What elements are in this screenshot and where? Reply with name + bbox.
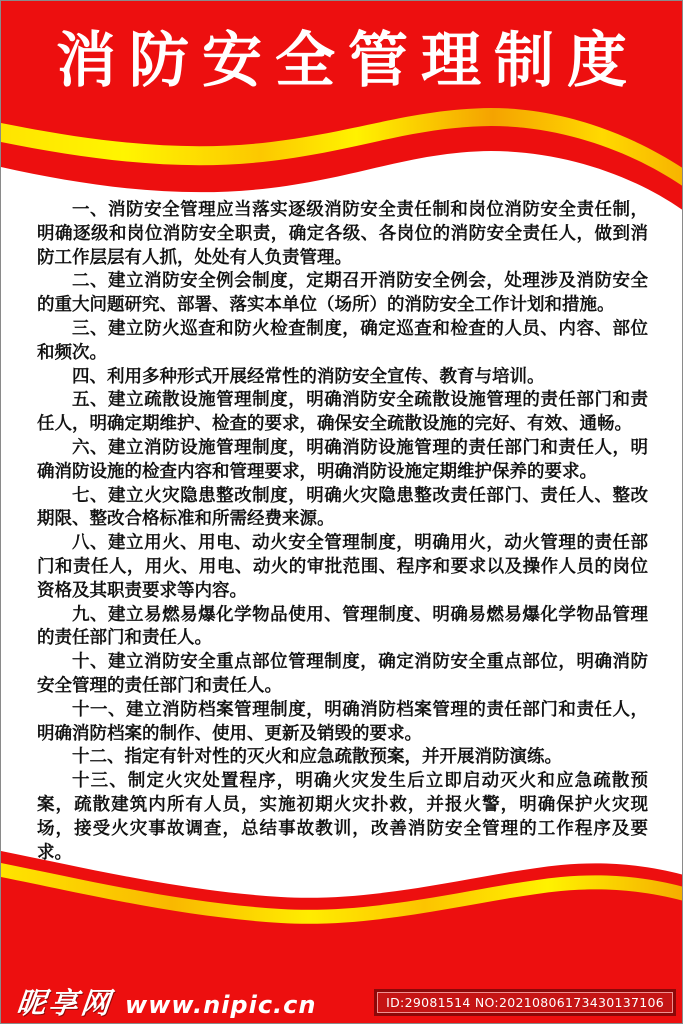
policy-paragraph: 九、建立易燃易爆化学物品使用、管理制度、明确易燃易爆化学物品管理的责任部门和责任人。 bbox=[37, 604, 648, 649]
policy-paragraph: 七、建立火灾隐患整改制度，明确火灾隐患整改责任部门、责任人、整改期限、整改合格标准和所需经费来源。 bbox=[37, 485, 648, 530]
watermark-brand-bar bbox=[17, 981, 317, 1022]
policy-paragraph: 十一、建立消防档案管理制度，明确消防档案管理的责任部门和责任人，明确消防档案的制作、使用、更新及销毁的要求。 bbox=[37, 699, 648, 744]
page-title: 消防安全管理制度 bbox=[56, 26, 640, 96]
policy-paragraph: 五、建立疏散设施管理制度，明确消防安全疏散设施管理的责任部门和责任人，明确定期维护、检查的要求，确保安全疏散设施的完好、有效、通畅。 bbox=[37, 390, 648, 435]
policy-paragraph: 一、消防安全管理应当落实逐级消防安全责任制和岗位消防安全责任制，明确逐级和岗位消防安全职责，确定各级、各岗位的消防安全责任人，做到消防工作层层有人抓，处处有人负责管理。 bbox=[37, 200, 648, 268]
brand-logo-text: 昵享网 bbox=[15, 986, 115, 1020]
policy-paragraph: 六、建立消防设施管理制度，明确消防设施管理的责任部门和责任人，明确消防设施的检查内容和管理要求，明确消防设施定期维护保养的要求。 bbox=[37, 437, 648, 482]
policy-paragraph: 八、建立用火、用电、动火安全管理制度，明确用火，动火管理的责任部门和责任人，用火、用电、动火的审批范围、程序和要求以及操作人员的岗位资格及其职责要求等内容。 bbox=[37, 533, 648, 601]
brand-site-url: www.nipic.cn bbox=[125, 991, 317, 1019]
image-id-text: ID:29081514 NO:20210806173430137106 bbox=[377, 992, 673, 1013]
body-paragraphs bbox=[37, 199, 648, 865]
policy-paragraph: 十、建立消防安全重点部位管理制度，确定消防安全重点部位，明确消防安全管理的责任部门和责任人。 bbox=[37, 652, 648, 696]
image-id-box bbox=[374, 989, 676, 1016]
policy-paragraph: 十三、制定火灾处置程序，明确火灾发生后立即启动灭火和应急疏散预案，疏散建筑内所有人员，实施初期火灾扑救，并报火警，明确保护火灾现场，接受火灾事故调查，总结事故教训，改善消防安全管理的工作程序及要求。 bbox=[37, 771, 648, 863]
policy-paragraph: 十二、指定有针对性的灭火和应急疏散预案，并开展消防演练。 bbox=[72, 747, 562, 768]
policy-paragraph: 二、建立消防安全例会制度，定期召开消防安全例会，处理涉及消防安全的重大问题研究、部署、落实本单位（场所）的消防安全工作计划和措施。 bbox=[37, 271, 648, 316]
policy-paragraph: 四、利用多种形式开展经常性的消防安全宣传、教育与培训。 bbox=[72, 366, 545, 387]
policy-paragraph: 三、建立防火巡查和防火检查制度，确定巡查和检查的人员、内容、部位和频次。 bbox=[37, 318, 648, 363]
